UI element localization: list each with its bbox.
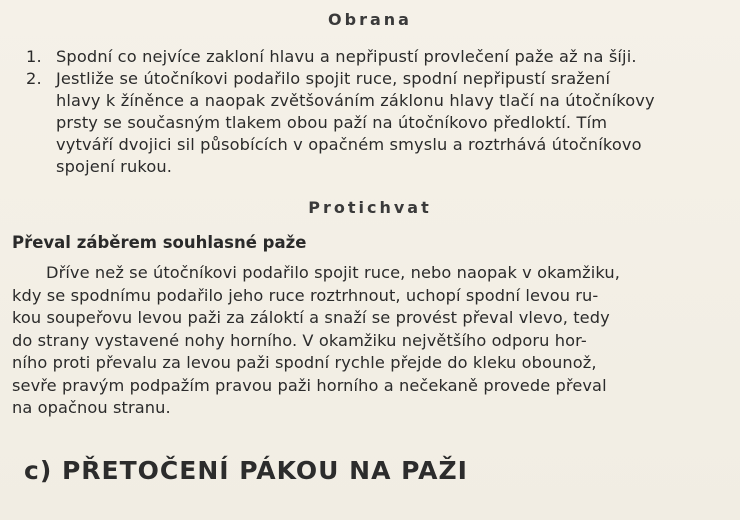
obrana-heading: Obrana	[328, 10, 412, 29]
list-item-number: 1.	[26, 47, 42, 66]
protichvat-heading: Protichvat	[308, 198, 432, 217]
obrana-list	[26, 46, 726, 178]
paragraph-line: ního proti převalu za levou paži spodní rychle přejde do kleku obounož,	[12, 353, 597, 372]
list-item	[26, 68, 726, 178]
section-title: c) PŘETOČENÍ PÁKOU NA PAŽI	[24, 456, 468, 485]
list-item-number: 2.	[26, 69, 42, 88]
list-item-line: Jestliže se útočníkovi podařilo spojit ruce, spodní nepřipustí sražení	[56, 69, 611, 88]
list-item	[26, 46, 726, 68]
list-item-line: hlavy k žíněnce a naopak zvětšováním záklonu hlavy tlačí na útočníkovy	[56, 91, 655, 110]
paragraph-line: na opačnou stranu.	[12, 398, 171, 417]
paragraph-line: sevře pravým podpažím pravou paži horního a nečekaně provede převal	[12, 375, 607, 395]
paragraph-line: kou soupeřovu levou paži za záloktí a snaží se provést převal vlevo, tedy	[12, 308, 610, 327]
list-item-line: prsty se současným tlakem obou paží na útočníkovo předloktí. Tím	[56, 113, 608, 132]
list-item-line: spojení rukou.	[56, 157, 173, 176]
paragraph-line: Dříve než se útočníkovi podařilo spojit ruce, nebo naopak v okamžiku,	[46, 263, 620, 282]
list-item-line: vytváří dvojici sil působících v opačném smyslu a roztrhává útočníkovo	[56, 135, 642, 154]
list-item-text: Spodní co nejvíce zakloní hlavu a nepřipustí provlečení paže až na šíji.	[56, 47, 637, 66]
body-paragraph	[12, 262, 726, 420]
subheading: Převal záběrem souhlasné paže	[12, 233, 307, 252]
paragraph-line: kdy se spodnímu podařilo jeho ruce roztrhnout, uchopí spodní levou ru-	[12, 285, 599, 305]
paragraph-line: do strany vystavené nohy horního. V okamžiku největšího odporu hor-	[12, 330, 587, 350]
